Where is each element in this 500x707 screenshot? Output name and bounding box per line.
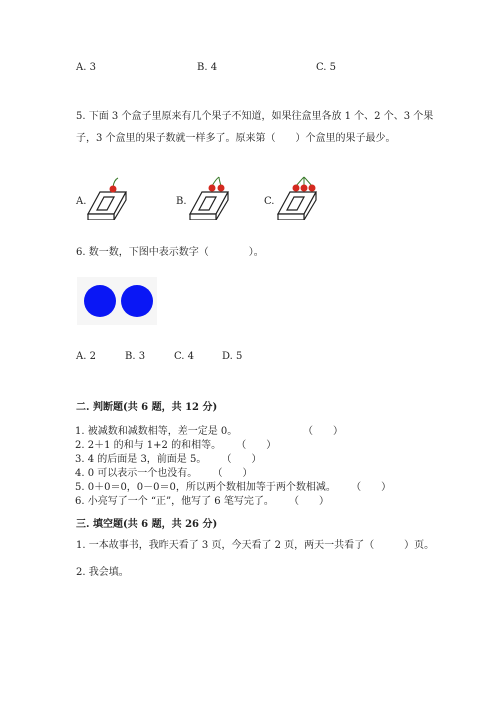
answer-paren: （ ）	[212, 468, 253, 479]
box-figure-c	[276, 170, 320, 220]
cherry-icon	[209, 177, 225, 192]
judgment-item-text: 3. 4 的后面是 3，前面是 5。	[75, 454, 207, 465]
fill-question-2: 2. 我会填。	[76, 567, 129, 578]
q4-option-a: A. 3	[76, 62, 96, 73]
box-icon	[88, 192, 126, 220]
section-title-fill-blank: 三. 填空题(共 6 题，共 26 分)	[76, 519, 218, 530]
judgment-item-text: 1. 被减数和减数相等，差一定是 0。	[75, 426, 238, 437]
answer-paren: （ ）	[236, 440, 277, 451]
q4-option-c: C. 5	[316, 62, 337, 73]
section-title-judgment: 二. 判断题(共 6 题，共 12 分)	[76, 402, 218, 413]
judgment-item	[75, 450, 262, 465]
judgment-item	[75, 478, 391, 493]
q6-option-d: D. 5	[222, 351, 243, 362]
q5-text-line2: 子，3 个盒里的果子数就一样多了。原来第（ ）个盒里的果子最少。	[76, 133, 396, 144]
q6-option-a: A. 2	[76, 351, 96, 362]
box-figure-a	[86, 170, 130, 220]
answer-paren: （ ）	[289, 496, 330, 507]
judgment-item	[75, 492, 329, 507]
answer-paren: （ ）	[221, 454, 262, 465]
fill-question-1: 1. 一本故事书，我昨天看了 3 页，今天看了 2 页，两天一共看了（ ）页。	[76, 540, 435, 551]
q6-text: 6. 数一数，下图中表示数字（ ）。	[76, 247, 264, 258]
blue-circle	[84, 285, 116, 317]
q5-option-b: B.	[176, 196, 187, 207]
answer-paren: （ ）	[351, 482, 392, 493]
cherry-icon	[110, 178, 119, 193]
q6-option-b: B. 3	[125, 351, 146, 362]
box-icon	[190, 192, 228, 220]
blue-circle	[121, 285, 153, 317]
judgment-item	[75, 464, 252, 479]
judgment-item	[75, 436, 276, 451]
judgment-item-text: 5. 0＋0＝0，0－0＝0，所以两个数相加等于两个数相减。	[75, 482, 336, 493]
q5-option-c: C.	[264, 196, 275, 207]
q4-option-b: B. 4	[197, 62, 218, 73]
answer-paren: （ ）	[303, 426, 343, 437]
judgment-item-text: 6. 小亮写了一个 “正”，他写了 6 笔写完了。	[75, 496, 274, 507]
box-icon	[278, 192, 316, 220]
circles-figure	[77, 277, 157, 325]
cherry-icon	[293, 177, 316, 192]
box-figure-b	[188, 170, 232, 220]
q6-option-c: C. 4	[174, 351, 195, 362]
judgment-item-text: 2. 2＋1 的和与 1+2 的和相等。	[75, 440, 222, 451]
q5-text-line1: 5. 下面 3 个盒子里原来有几个果子不知道，如果往盒里各放 1 个、2 个、3 个果	[76, 111, 434, 122]
q5-option-a: A.	[76, 196, 87, 207]
judgment-item-text: 4. 0 可以表示一个也没有。	[75, 468, 198, 479]
judgment-item	[75, 422, 343, 437]
